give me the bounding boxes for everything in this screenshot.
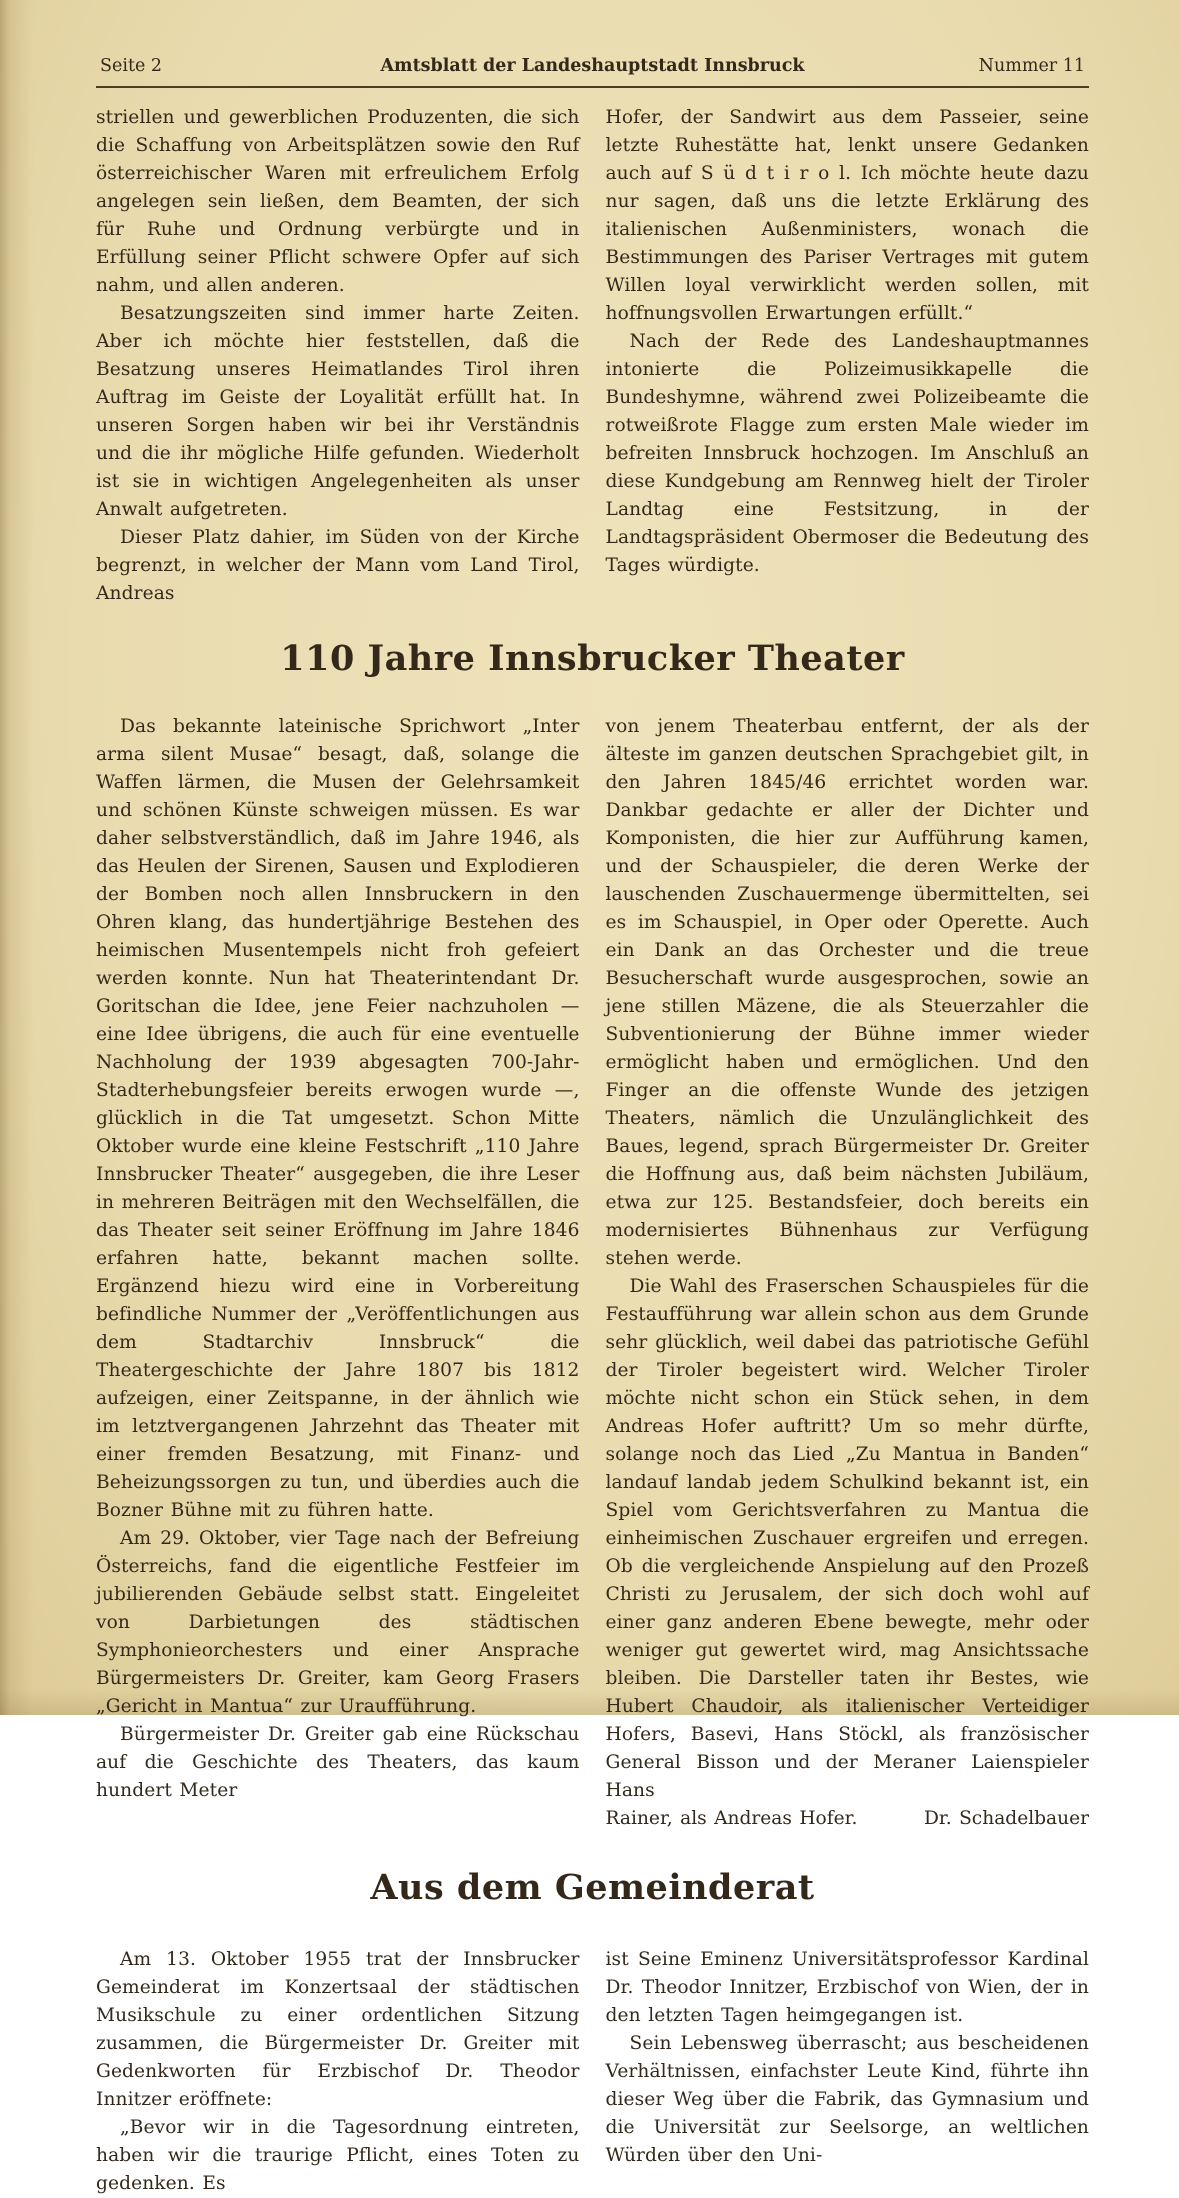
paragraph: „Bevor wir in die Tagesordnung eintreten, haben wir die traurige Pflicht, eines Toten zu gedenken. Es — [96, 2117, 580, 2194]
article-council — [96, 1946, 1089, 2198]
article-theater-right-column — [606, 713, 1090, 1833]
paragraph: ist Seine Eminenz Universitätsprofessor Kardinal Dr. Theodor Innitzer, Erzbischof von Wien, der in den letzten Tagen heimgegangen ist. — [605, 1949, 1089, 2026]
paragraph: Hofer, der Sandwirt aus dem Passeier, seine letzte Ruhestätte hat, lenkt unsere Gedanken auch auf S ü d t i r o l. Ich möchte heute dazu nur sagen, daß uns die letzte Erklärung des italienischen Außenministers, wonach die Bestimmungen des Pariser Vertrages mit gutem Willen loyal verwirklicht werden sollen, mit hoffnungsvollen Erwartungen erfüllt.“ — [605, 107, 1089, 324]
masthead — [96, 56, 1089, 88]
paragraph: Die Wahl des Fraserschen Schauspieles für die Festaufführung war allein schon aus dem Grunde sehr glücklich, weil dabei das patriotische Gefühl der Tiroler begeistert wird. Welcher Tiroler möchte nicht schon ein Stück sehen, in dem Andreas Hofer auftritt? Um so mehr dürfte, solange noch das Lied „Zu Mantua in Banden“ landauf landab jedem Schulkind bekannt ist, ein Spiel vom Gerichtsverfahren zu Mantua die einheimischen Zuschauer ergreifen und erregen. Ob die vergleichende Anspielung auf den Prozeß Christi zu Jerusalem, der sich doch wohl auf einer ganz anderen Ebene bewegte, mehr oder weniger gut gewertet wird, mag Ansichtssache bleiben. Die Darsteller taten ihr Bestes, wie Hubert Chaudoir, als italienischer Verteidiger Hofers, Basevi, Hans Stöckl, als französischer General Bisson und der Meraner Laienspieler Hans — [605, 1276, 1089, 1801]
byline: Dr. Schadelbauer — [924, 1808, 1089, 1829]
paragraph: von jenem Theaterbau entfernt, der als der älteste im ganzen deutschen Sprachgebiet gilt, in den Jahren 1845/46 errichtet worden war. Dankbar gedachte er aller der Dichter und Komponisten, die hier zur Aufführung kamen, und der Schauspieler, die deren Werke der lauschenden Zuschauermenge übermittelten, sei es im Schauspiel, in Oper oder Operette. Auch ein Dank an das Orchester und die treue Besucherschaft wurde ausgesprochen, sowie an jene stillen Mäzene, die als Steuerzahler die Subventionierung der Bühne immer wieder ermöglicht haben und ermöglichen. Und den Finger an die offenste Wunde des jetzigen Theaters, nämlich die Unzulänglichkeit des Baues, legend, sprach Bürgermeister Dr. Greiter die Hoffnung aus, daß beim nächsten Jubiläum, etwa zur 125. Bestandsfeier, doch bereits ein modernisiertes Bühnenhaus zur Verfügung stehen werde. — [605, 716, 1089, 1269]
issue-number: Nummer 11 — [978, 56, 1085, 76]
article-theater-left-column — [96, 713, 580, 1833]
article-council-right-column — [606, 1946, 1090, 2198]
paragraph: Dieser Platz dahier, im Süden von der Kirche begrenzt, in welcher der Mann vom Land Tirol, Andreas — [96, 527, 580, 604]
paragraph: Das bekannte lateinische Sprichwort „Inter arma silent Musae“ besagt, daß, solange die Waffen lärmen, die Musen der Gelehrsamkeit und schönen Künste schweigen müssen. Es war daher selbstverständlich, daß im Jahre 1946, als das Heulen der Sirenen, Sausen und Explodieren der Bomben noch allen Innsbruckern in den Ohren klang, das hundertjährige Bestehen des heimischen Musentempels nicht froh gefeiert werden konnte. Nun hat Theaterintendant Dr. Goritschan die Idee, jene Feier nachzuholen — eine Idee übrigens, die auch für eine eventuelle Nachholung der 1939 abgesagten 700-Jahr-Stadterhebungsfeier bereits erwogen wurde —, glücklich in die Tat umgesetzt. Schon Mitte Oktober wurde eine kleine Festschrift „110 Jahre Innsbrucker Theater“ ausgegeben, die ihre Leser in mehreren Beiträgen mit den Wechselfällen, die das Theater seit seiner Eröffnung im Jahre 1846 erfahren hatte, bekannt machen sollte. Ergänzend hiezu wird eine in Vorbereitung befindliche Nummer der „Veröffentlichungen aus dem Stadtarchiv Innsbruck“ die Theatergeschichte der Jahre 1807 bis 1812 aufzeigen, einer Zeitspanne, in der ähnlich wie im letztvergangenen Jahrzehnt das Theater mit einer fremden Besatzung, mit Finanz- und Beheizungssorgen zu tun, und überdies auch die Bozner Bühne mit zu führen hatte. — [96, 716, 580, 1521]
paragraph: Bürgermeister Dr. Greiter gab eine Rückschau auf die Geschichte des Theaters, das kaum hundert Meter — [96, 1724, 580, 1801]
paragraph: Besatzungszeiten sind immer harte Zeiten. Aber ich möchte hier feststellen, daß die Besatzung unseres Heimatlandes Tirol ihren Auftrag im Geiste der Loyalität erfüllt hat. In unseren Sorgen haben wir bei ihr Verständnis und die ihr mögliche Hilfe gefunden. Wiederholt ist sie in wichtigen Angelegenheiten als unser Anwalt aufgetreten. — [96, 303, 580, 520]
page-number: Seite 2 — [100, 56, 163, 76]
article-continuation-left-column — [96, 104, 580, 608]
paragraph: striellen und gewerblichen Produzenten, die sich die Schaffung von Arbeitsplätzen sowie den Ruf österreichischer Waren mit erfreulichem Erfolg angelegen sein ließen, dem Beamten, der sich für Ruhe und Ordnung verbürgte und in Erfüllung seiner Pflicht schwere Opfer auf sich nahm, und allen anderen. — [96, 107, 580, 296]
paragraph: Am 29. Oktober, vier Tage nach der Befreiung Österreichs, fand die eigentliche Festfeier im jubilierenden Gebäude selbst statt. Eingeleitet von Darbietungen des städtischen Symphonieorchesters und einer Ansprache Bürgermeisters Dr. Greiter, kam Georg Frasers „Gericht in Mantua“ zur Uraufführung. — [96, 1528, 580, 1717]
paragraph: Am 13. Oktober 1955 trat der Innsbrucker Gemeinderat im Konzertsaal der städtischen Musikschule zu einer ordentlichen Sitzung zusammen, die Bürgermeister Dr. Greiter mit Gedenkworten für Erzbischof Dr. Theodor Innitzer eröffnete: — [96, 1949, 580, 2110]
article-theater-right-paragraphs — [606, 713, 1090, 1805]
article-council-left-column — [96, 1946, 580, 2198]
article-continuation-right-column — [606, 104, 1090, 608]
headline-council: Aus dem Gemeinderat — [370, 1867, 815, 1908]
paragraph: Sein Lebensweg überrascht; aus bescheidenen Verhältnissen, einfachster Leute Kind, führte ihn dieser Weg über die Fabrik, das Gymnasium und die Universität zur Seelsorge, an weltlichen Würden über den Uni- — [605, 2033, 1089, 2166]
article-continuation — [96, 88, 1089, 608]
closing-line — [606, 1805, 1090, 1833]
masthead-title: Amtsblatt der Landeshauptstadt Innsbruck — [380, 56, 805, 76]
closing-text: Rainer, als Andreas Hofer. — [605, 1808, 858, 1829]
headline-theater: 110 Jahre Innsbrucker Theater — [280, 638, 905, 679]
article-theater — [96, 713, 1089, 1833]
paragraph: Nach der Rede des Landeshauptmannes intonierte die Polizeimusikkapelle die Bundeshymne, während zwei Polizeibeamte die rotweißrote Flagge zum ersten Male wieder im befreiten Innsbruck hochzogen. Im Anschluß an diese Kundgebung am Rennweg hielt der Tiroler Landtag eine Festsitzung, in der Landtagspräsident Obermoser die Bedeutung des Tages würdigte. — [605, 331, 1089, 576]
